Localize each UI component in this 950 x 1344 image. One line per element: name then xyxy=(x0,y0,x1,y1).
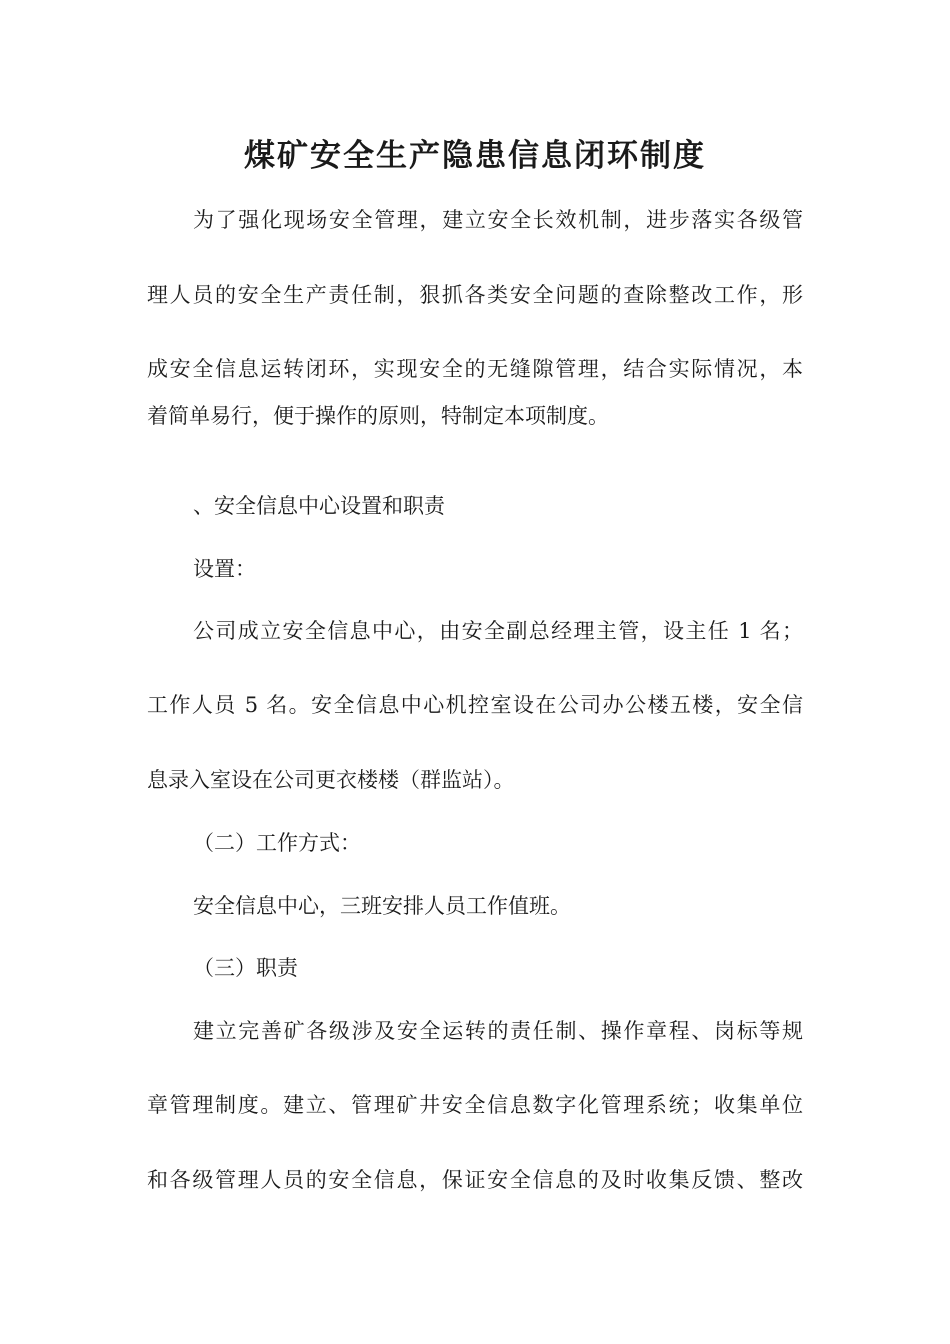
paragraph-line: 成安全信息运转闭环，实现安全的无缝隙管理，结合实际情况，本 xyxy=(147,357,803,381)
subsection-heading: （二）工作方式： xyxy=(193,831,361,855)
paragraph-line: 公司成立安全信息中心，由安全副总经理主管，设主任 1 名； xyxy=(193,619,803,643)
paragraph-line: 建立完善矿各级涉及安全运转的责任制、操作章程、岗标等规 xyxy=(193,1019,803,1043)
document-title: 煤矿安全生产隐患信息闭环制度 xyxy=(244,138,706,174)
subsection-heading: 设置： xyxy=(193,557,256,581)
paragraph-line: 安全信息中心，三班安排人员工作值班。 xyxy=(193,894,571,918)
paragraph-line: 为了强化现场安全管理，建立安全长效机制，进步落实各级管 xyxy=(193,208,803,232)
paragraph-line: 和各级管理人员的安全信息，保证安全信息的及时收集反馈、整改 xyxy=(147,1168,803,1192)
subsection-heading: （三）职责 xyxy=(193,956,298,980)
paragraph-line: 工作人员 5 名。安全信息中心机控室设在公司办公楼五楼，安全信 xyxy=(147,693,803,717)
paragraph-line: 章管理制度。建立、管理矿井安全信息数字化管理系统；收集单位 xyxy=(147,1093,803,1117)
paragraph-line: 息录入室设在公司更衣楼楼（群监站）。 xyxy=(147,768,515,792)
paragraph-line: 着简单易行，便于操作的原则，特制定本项制度。 xyxy=(147,404,609,428)
paragraph-line: 理人员的安全生产责任制，狠抓各类安全问题的查除整改工作，形 xyxy=(147,283,803,307)
section-heading: 、安全信息中心设置和职责 xyxy=(193,494,445,518)
